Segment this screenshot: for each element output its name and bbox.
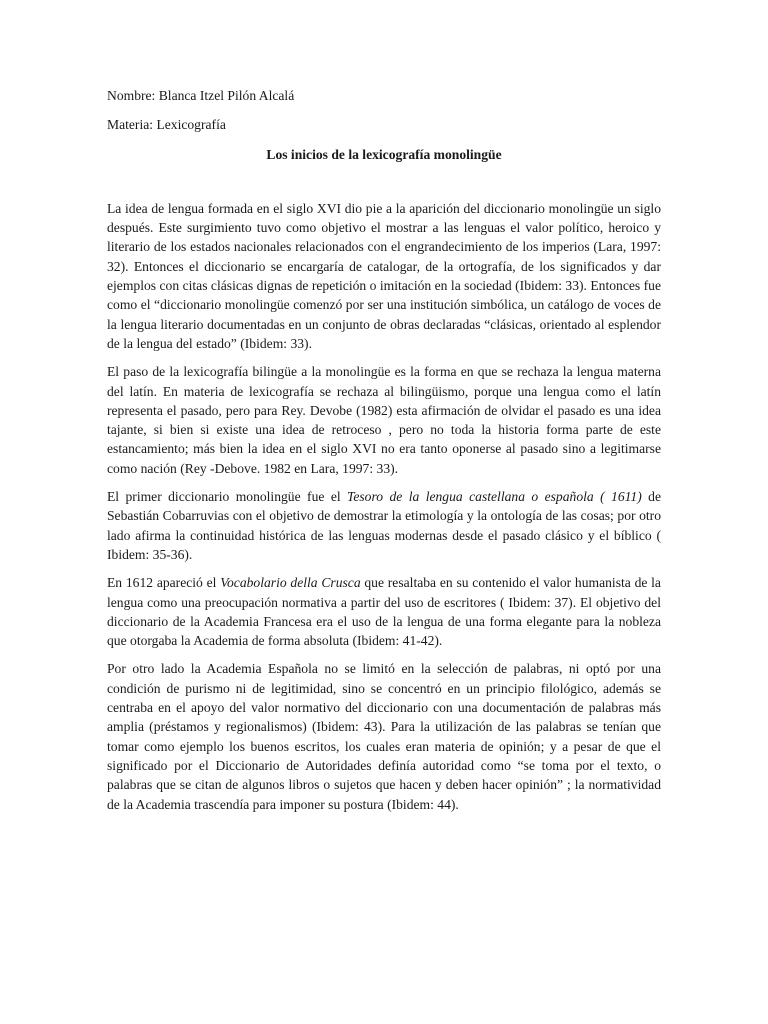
document-title: Los inicios de la lexicografía monolingüe <box>266 146 502 162</box>
paragraph-2: El paso de la lexicografía bilingüe a la monolingüe es la forma en que se rechaza la lengua materna del latín. En materia de lexicografía se rechaza al bilingüismo, porque una lengua como el latín representa el pasado, pero para Rey. Devobe (1982) esta afirmación de olvidar el pasado es una idea tajante, si bien si existe una idea de retroceso , pero no toda la historia forma parte de este estancamiento; más bien la idea en el siglo XVI no era tanto oponerse al pasado sino a legitimarse como nación (Rey -Debove. 1982 en Lara, 1997: 33). <box>107 364 661 476</box>
paragraph-3-text-before: El primer diccionario monolingüe fue el <box>107 489 348 505</box>
paragraph-4 <box>107 573 661 650</box>
paragraph-4-text-after: que resaltaba en su contenido el valor humanista de la lengua como una preocupación normativa a partir del uso de escritores ( Ibidem: 37). El objetivo del diccionario de la Academia Francesa era el uso de la lengua de una forma elegante para la nobleza que otorgaba la Academia de forma absoluta (Ibidem: 41-42). <box>107 575 661 649</box>
student-name: Nombre: Blanca Itzel Pilón Alcalá <box>107 88 295 103</box>
paragraph-3-text-after: de Sebastián Cobarruvias con el objetivo de demostrar la etimología y la ontología de las cosas; por otro lado afirma la continuidad histórica de las lenguas modernas desde el pasado clásico y el bíblico ( Ibidem: 35-36). <box>107 489 661 562</box>
paragraph-3 <box>107 487 661 564</box>
subject-line: Materia: Lexicografía <box>107 117 226 133</box>
paragraph-4-text-before: En 1612 apareció el <box>107 575 221 591</box>
book-title-crusca: Vocabolario della Crusca <box>220 575 361 591</box>
paragraph-1: La idea de lengua formada en el siglo XVI dio pie a la aparición del diccionario monolingüe un siglo después. Este surgimiento tuvo como objetivo el mostrar a las lenguas el valor político, heroico y literario de los estados nacionales relacionados con el engrandecimiento de los imperios (Lara, 1997: 32). Entonces el diccionario se encargaría de catalogar, de la ortografía, de los significados y dar ejemplos con citas clásicas dignas de repetición o imitación en la sociedad (Ibidem: 33). Entonces fue como el “diccionario monolingüe comenzó por ser una institución simbólica, un catálogo de voces de la lengua literario documentadas en un conjunto de obras declaradas “clásicas, orientado al esplendor de la lengua del estado” (Ibidem: 33). <box>107 200 661 351</box>
document-body <box>107 86 661 814</box>
book-title-tesoro: Tesoro de la lengua castellana o española ( 1611) <box>347 489 642 505</box>
paragraph-5: Por otro lado la Academia Española no se limitó en la selección de palabras, ni optó por una condición de purismo ni de legitimidad, sino se concentró en un principio filológico, además se centraba en el apoyo del valor normativo del diccionario con una documentación de palabras más amplia (préstamos y regionalismos) (Ibidem: 43). Para la utilización de las palabras se tenían que tomar como ejemplo los buenos escritos, los cuales eran materia de opinión; y a pesar de que el significado por el Diccionario de Autoridades definía autoridad como “se toma por el texto, o palabras que se citan de algunos libros o sujetos que hacen y deben hacer opinión” ; la normatividad de la Academia trascendía para imponer su postura (Ibidem: 44). <box>107 661 661 812</box>
